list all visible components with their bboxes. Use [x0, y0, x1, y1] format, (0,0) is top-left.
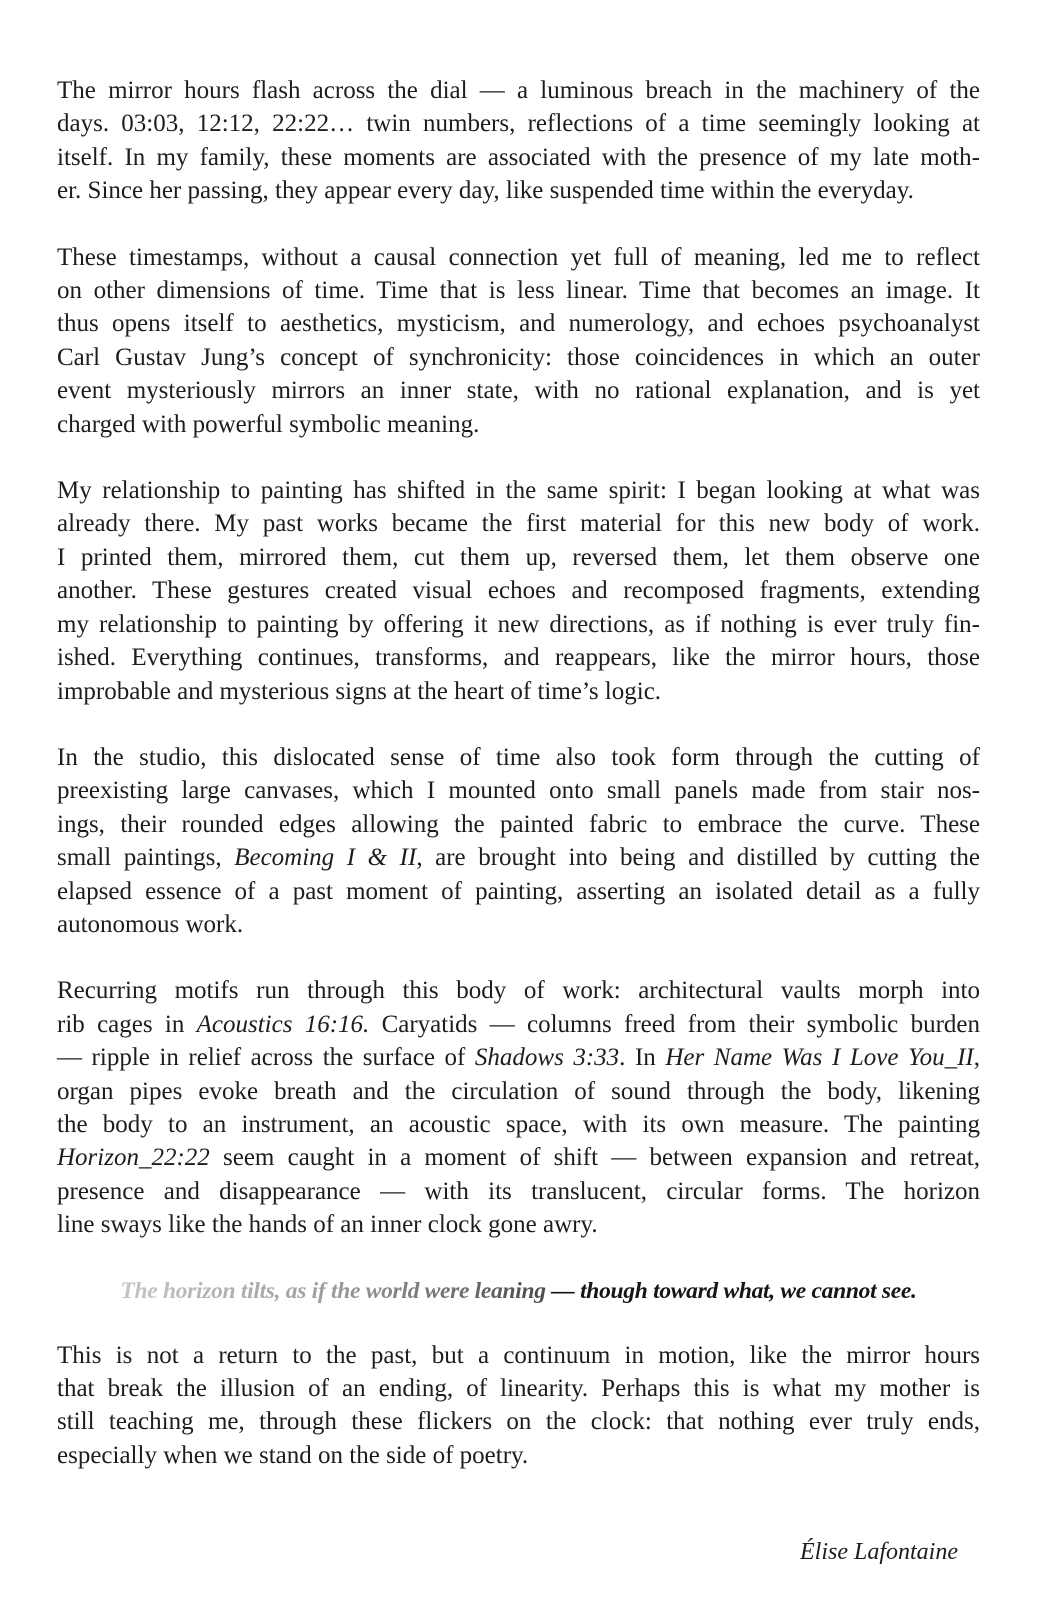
artwork-title: Shadows 3:33 [474, 1044, 620, 1072]
text-segment: This is not a return to the past, but a continuum in motion, like the mirror hours [57, 1341, 980, 1369]
text-line [57, 1008, 980, 1041]
text-segment: presence and disappearance — with its translucent, circular forms. The horizon [57, 1177, 980, 1205]
text-line [57, 808, 980, 841]
text-segment: elapsed essence of a past moment of painting, asserting an isolated detail as a fully [57, 877, 980, 905]
text-segment: preexisting large canvases, which I mounted onto small panels made from stair nos- [57, 777, 980, 805]
text-line [57, 507, 980, 540]
paragraph-4 [57, 741, 980, 941]
text-segment: already there. My past works became the first material for this new body of work. [57, 510, 980, 538]
text-segment: ings, their rounded edges allowing the painted fabric to embrace the curve. These [57, 810, 980, 838]
text-line [57, 741, 980, 774]
text-line [57, 307, 980, 340]
text-line [57, 1141, 980, 1174]
text-segment: Caryatids — columns freed from their symbolic burden [369, 1010, 980, 1038]
text-line [57, 107, 980, 140]
artwork-title: Horizon_22:22 [57, 1144, 210, 1172]
text-line [57, 1372, 980, 1405]
text-segment: autonomous work. [57, 910, 244, 938]
text-line [57, 241, 980, 274]
text-line [57, 141, 980, 174]
text-line [57, 408, 980, 441]
text-line [57, 541, 980, 574]
text-line [57, 841, 980, 874]
text-segment: These timestamps, without a causal connection yet full of meaning, led me to reflect [57, 243, 980, 271]
text-segment: Carl Gustav Jung’s concept of synchronicity: those coincidences in which an outer [57, 343, 980, 371]
text-segment: rib cages in [57, 1010, 197, 1038]
text-segment: still teaching me, through these flickers on the clock: that nothing ever truly ends, [57, 1408, 980, 1436]
text-line [57, 641, 980, 674]
text-segment: on other dimensions of time. Time that is less linear. Time that becomes an image. It [57, 277, 980, 305]
text-segment: small paintings, [57, 844, 235, 872]
text-segment: , are brought into being and distilled by cutting the [416, 844, 981, 872]
text-line [57, 1405, 980, 1438]
text-segment: itself. In my family, these moments are associated with the presence of my late moth- [57, 143, 980, 171]
text-segment: event mysteriously mirrors an inner state, with no rational explanation, and is yet [57, 377, 980, 405]
text-segment: Recurring motifs run through this body of work: architectural vaults morph into [57, 977, 980, 1005]
paragraph-2 [57, 241, 980, 441]
text-line [57, 1439, 980, 1472]
text-segment: that break the illusion of an ending, of linearity. Perhaps this is what my mother is [57, 1375, 980, 1402]
text-line [57, 474, 980, 507]
text-segment: organ pipes evoke breath and the circulation of sound through the body, likening [57, 1077, 980, 1105]
text-segment: the body to an instrument, an acoustic space, with its own measure. The painting [57, 1110, 980, 1138]
text-line [57, 574, 980, 607]
paragraph-5 [57, 974, 980, 1241]
text-line [57, 675, 980, 708]
pull-quote [57, 1275, 980, 1308]
text-line [57, 174, 980, 207]
text-segment: — ripple in relief across the surface of [57, 1044, 475, 1072]
text-segment: another. These gestures created visual echoes and recomposed fragments, extending [57, 577, 980, 605]
text-segment: line sways like the hands of an inner clock gone awry. [57, 1211, 598, 1239]
text-segment: seem caught in a moment of shift — between expansion and retreat, [209, 1144, 980, 1172]
text-line [57, 1208, 980, 1241]
text-segment: thus opens itself to aesthetics, mysticism, and numerology, and echoes psychoanalyst [57, 310, 980, 338]
artwork-title: Acoustics 16:16. [196, 1010, 370, 1038]
text-line [57, 1108, 980, 1141]
text-line [57, 1075, 980, 1108]
text-segment: my relationship to painting by offering it new directions, as if nothing is ever truly fin- [57, 610, 980, 638]
text-line [57, 974, 980, 1007]
text-segment: charged with powerful symbolic meaning. [57, 410, 480, 438]
paragraph-1 [57, 74, 980, 208]
text-segment: In the studio, this dislocated sense of time also took form through the cutting of [57, 743, 980, 771]
text-segment: My relationship to painting has shifted in the same spirit: I began looking at what was [57, 477, 980, 505]
text-line [57, 374, 980, 407]
text-line [57, 774, 980, 807]
text-line [57, 875, 980, 908]
artwork-title: Her Name Was I Love You_II [665, 1044, 974, 1072]
artwork-title: Becoming I & II [234, 844, 417, 872]
text-line [57, 608, 980, 641]
text-line [57, 1041, 980, 1074]
quote-segment: The horizon tilts, as if the world were leaning [120, 1277, 552, 1304]
paragraph-3 [57, 474, 980, 708]
text-segment: especially when we stand on the side of poetry. [57, 1441, 529, 1469]
text-segment: . In [619, 1044, 666, 1072]
text-line [57, 341, 980, 374]
text-segment: I printed them, mirrored them, cut them up, reversed them, let them observe one [57, 543, 980, 571]
text-line [57, 274, 980, 307]
text-segment: er. Since her passing, they appear every day, like suspended time within the everyday. [57, 177, 914, 205]
text-line [57, 1339, 980, 1372]
author-signature: Élise Lafontaine [800, 1539, 958, 1566]
text-line [57, 74, 980, 107]
quote-segment: — though toward what, we cannot see. [551, 1277, 917, 1304]
text-segment: The mirror hours flash across the dial — a luminous breach in the machinery of the [57, 77, 980, 104]
text-line [57, 1175, 980, 1208]
text-segment: improbable and mysterious signs at the heart of time’s logic. [57, 677, 662, 705]
text-segment: ished. Everything continues, transforms, and reappears, like the mirror hours, those [57, 644, 980, 672]
paragraph-7 [57, 1339, 980, 1473]
text-segment: , [973, 1044, 980, 1072]
text-line [57, 908, 980, 941]
text-segment: days. 03:03, 12:12, 22:22… twin numbers, reflections of a time seemingly looking at [57, 110, 980, 138]
